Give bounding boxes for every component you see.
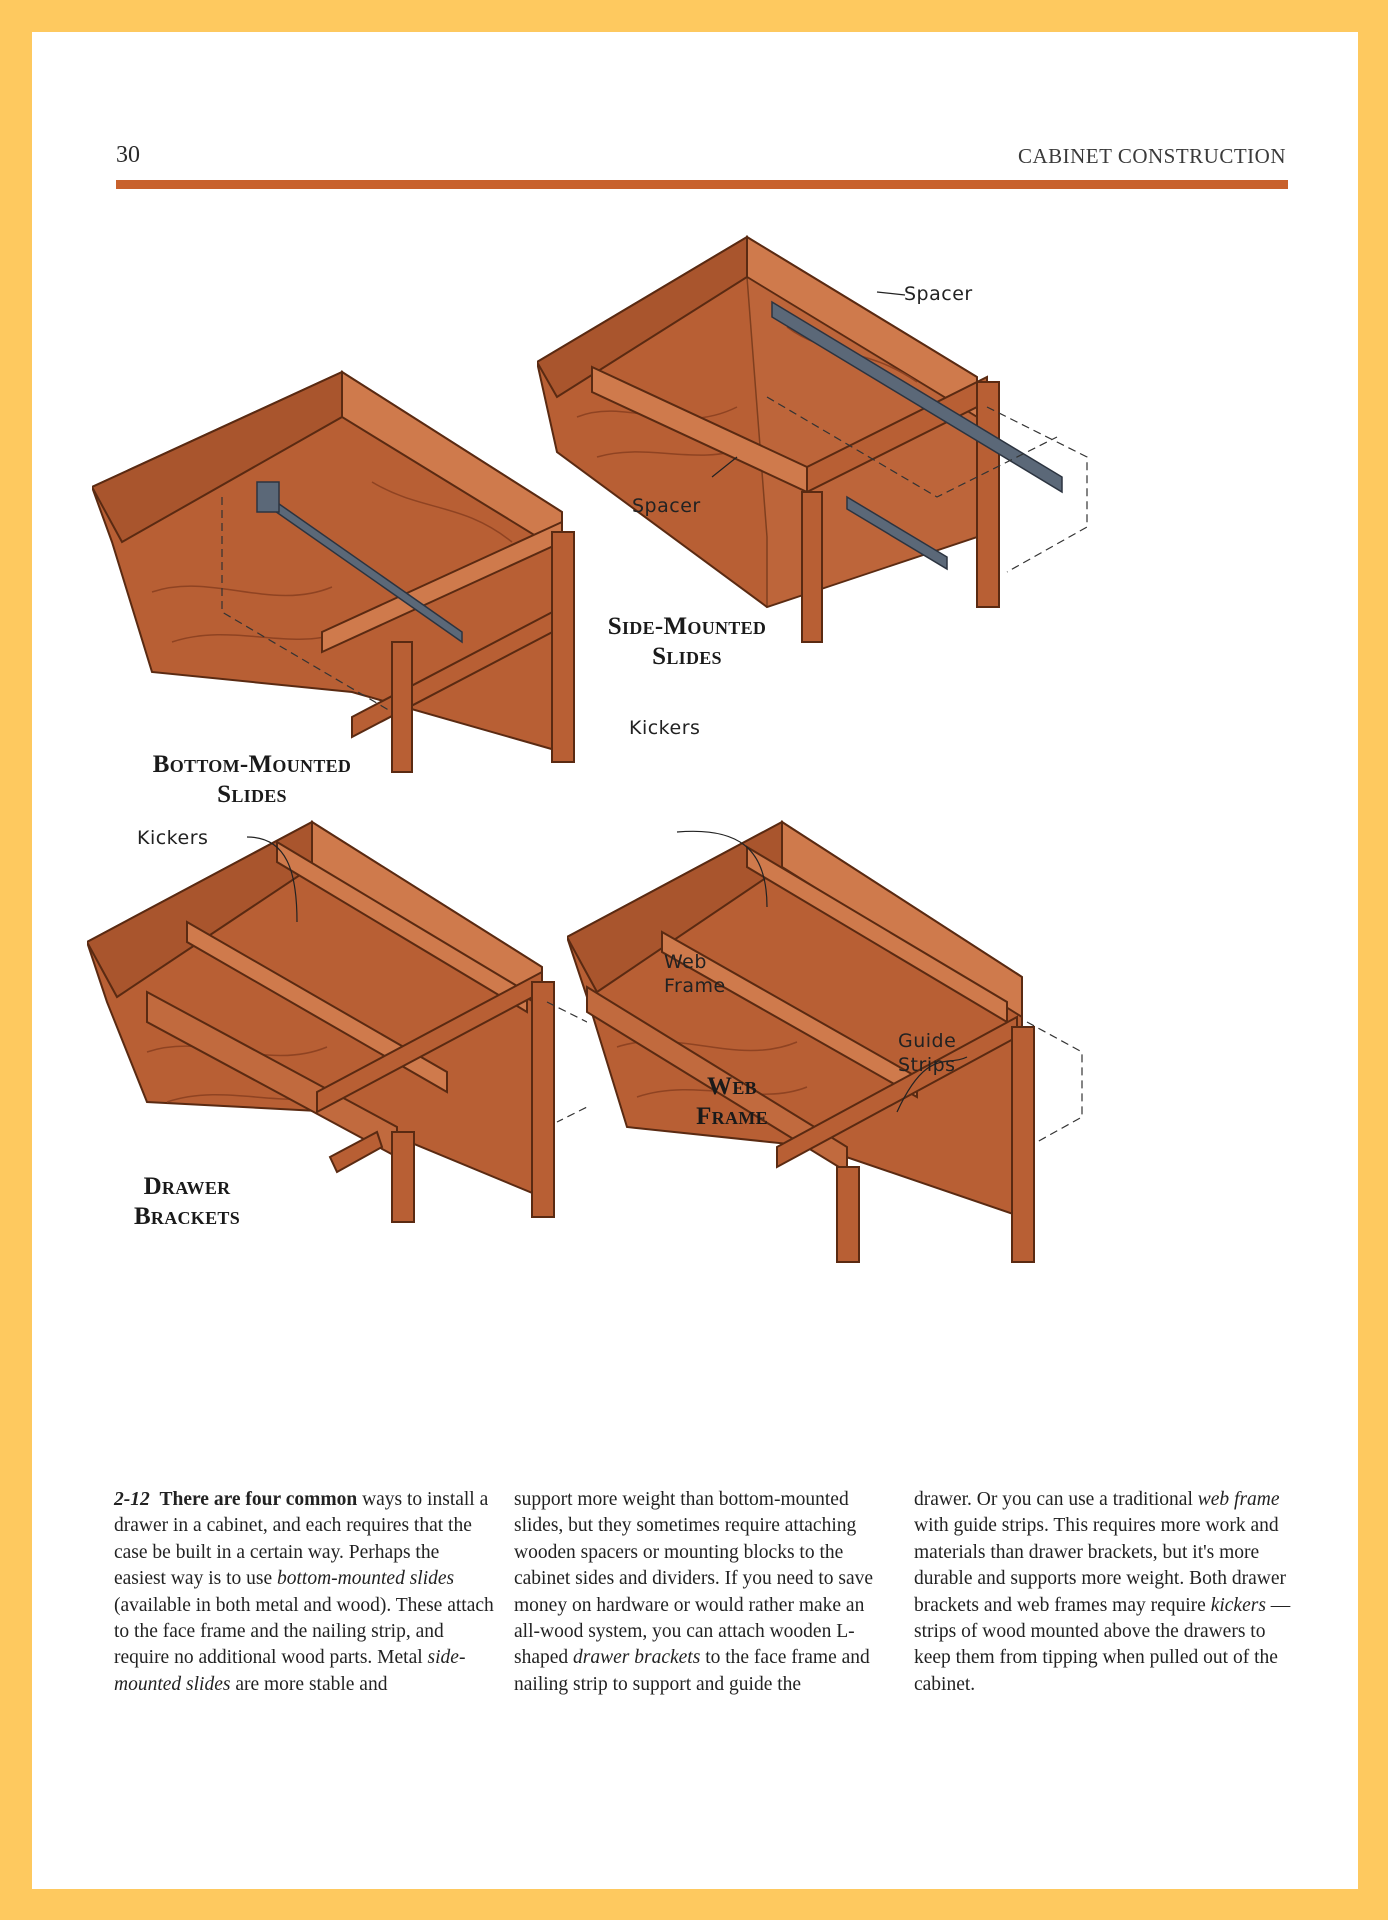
caption-col2-b: to the face frame and nailing strip to support and guide the (514, 1647, 870, 1695)
label-bottom-mounted-line2: Slides (217, 781, 287, 808)
figure-number: 2-12 (114, 1489, 150, 1510)
label-drawer-brackets-line2: Brackets (133, 1203, 241, 1230)
caption-col3-b: with guide strips. This requires more work and materials than drawer brackets, but it's more durable and supports more weight. Both drawer brackets and web frames may require (914, 1515, 1287, 1616)
caption-col3-em1: web frame (1197, 1489, 1280, 1510)
callout-web-frame-line2: Frame (664, 975, 726, 997)
caption-lead: There are four common (159, 1489, 358, 1510)
caption-col1-em1: bottom-mounted slides (277, 1568, 455, 1590)
caption-col2-em1: drawer brackets (573, 1647, 701, 1669)
caption-col3-c: — strips of wood mounted above the drawers to keep them from tipping when pulled out of the cabinet. (914, 1594, 1291, 1695)
running-head: CABINET CONSTRUCTION (1017, 144, 1286, 168)
label-side-mounted-slides (572, 612, 802, 672)
book-page (32, 32, 1358, 1889)
label-drawer-brackets (127, 1172, 247, 1232)
caption-column-1 (114, 1487, 494, 1698)
callout-guide-strips (898, 1029, 956, 1077)
caption-col1-c: are more stable and (230, 1673, 388, 1695)
web-frame-illustration (567, 817, 1087, 1267)
callout-guide-line1: Guide (898, 1030, 957, 1052)
label-web-frame-line2: Frame (696, 1103, 768, 1130)
callout-kickers-brackets: Kickers (137, 827, 209, 849)
bottom-mounted-slides-illustration (92, 362, 592, 782)
label-drawer-brackets-line1: Drawer (143, 1173, 231, 1200)
caption-col2-a: support more weight than bottom-mounted slides, but they sometimes require attaching wooden spacers or mounting blocks to the cabinet sides and dividers. If you need to save money on hardware or would rather make an all-wood system, you can attach wooden L-shaped (514, 1489, 874, 1669)
callout-spacer-top: Spacer (904, 283, 973, 305)
label-side-mounted-line1: Side-Mounted (607, 613, 767, 640)
side-mounted-slides-illustration (537, 207, 1097, 647)
label-bottom-mounted-line1: Bottom-Mounted (152, 751, 352, 778)
callout-web-frame (664, 950, 726, 998)
caption-column-2 (514, 1487, 894, 1698)
caption-col1-a: ways to install a drawer in a cabinet, and each requires that the case be built in a certain way. Perhaps the easiest way is to use (114, 1489, 489, 1590)
caption-col3-em2: kickers (1210, 1594, 1266, 1616)
page-number: 30 (116, 142, 140, 168)
caption-column-3 (914, 1487, 1294, 1698)
callout-web-frame-line1: Web (664, 951, 707, 973)
caption-col1-b: (available in both metal and wood). These attach to the face frame and the nailing strip, and require no additional wood parts. Metal (114, 1594, 494, 1669)
drawer-brackets-illustration (87, 812, 587, 1232)
caption-col1-em2: side-mounted slides (114, 1647, 466, 1695)
header-rule (116, 180, 1288, 189)
label-web-frame-line1: Web (707, 1073, 757, 1100)
callout-kickers-web: Kickers (629, 717, 701, 739)
label-bottom-mounted-slides (132, 750, 372, 810)
callout-spacer-left: Spacer (632, 495, 701, 517)
caption-col3-a: drawer. Or you can use a traditional (914, 1489, 1198, 1510)
label-side-mounted-line2: Slides (652, 643, 722, 670)
label-web-frame (672, 1072, 792, 1132)
callout-guide-line2: Strips (898, 1054, 956, 1076)
